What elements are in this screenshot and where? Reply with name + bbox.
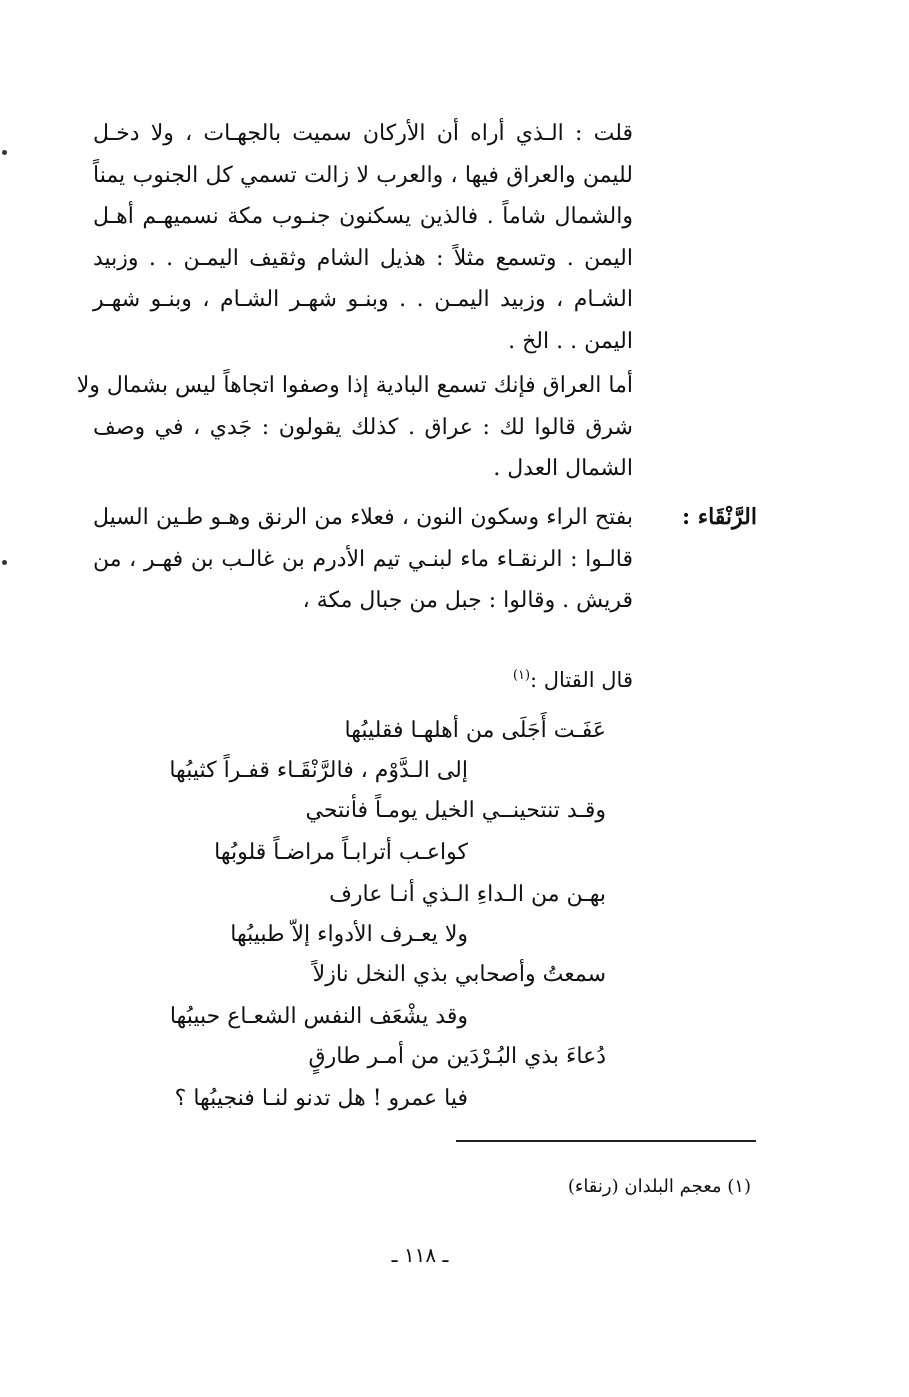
paragraph-line: قالـوا : الرنقـاء ماء لبنـي تيم الأدرم بن غالـب بن فهـر ، من: [93, 546, 633, 572]
paragraph-line: بفتح الراء وسكون النون ، فعلاء من الرنق وهـو طـين السيل: [93, 505, 633, 530]
poem-intro: [513, 656, 633, 700]
paragraph-2: [76, 365, 633, 490]
footnote: (١) معجم البلدان (رنقاء): [567, 1176, 751, 1197]
verse-line: إلى الـدَّوْم ، فالرَّنْقَـاء قفـراً كثيبُها: [169, 758, 468, 783]
verse-line: فيا عمرو ! هل تدنو لنـا فنجيبُها ؟: [174, 1086, 468, 1111]
verse-line: كواعـب أترابـاً مراضـاً قلوبُها: [214, 840, 468, 865]
verse-line: وقـد تنتحينــي الخيل يومـاً فأنتحي: [305, 798, 606, 823]
paragraph-line: أما العراق فإنك تسمع البادية إذا وصفوا اتجاهاً ليس بشمال ولا: [76, 373, 633, 398]
paragraph-line: والشمال شاماً . فالذين يسكنون جنـوب مكة نسميهـم أهـل: [93, 204, 633, 229]
footnote-marker: (١): [512, 668, 531, 683]
paragraph-line: لليمن والعراق فيها ، والعرب لا زالت تسمي كل الجنوب يمناً: [93, 162, 633, 188]
paragraph-line: الشـام ، وزبيد اليمـن . . وبنـو شهـر الشـام ، وبنـو شهـر: [93, 287, 633, 312]
scan-mark: [2, 150, 7, 155]
poem-intro-text: قال القتال :: [530, 668, 633, 692]
paragraph-1: [93, 113, 633, 362]
paragraph-line: قلت : الـذي أراه أن الأركان سميت بالجهـات ، ولا دخـل: [93, 121, 633, 146]
paragraph-line: اليمن . وتسمع مثلاً : هذيل الشام وثقيف اليمـن . . وزبيد: [93, 245, 633, 271]
verse-line: سمعتُ وأصحابي بذي النخل نازلاً: [312, 962, 606, 987]
verse-line: بهـن من الـداءِ الـذي أنـا عارف: [329, 882, 606, 907]
verse-line: دُعاءَ بذي البُـرْدَين من أمـر طارقٍ: [308, 1044, 606, 1069]
paragraph-line: قريش . وقالوا : جبل من جبال مكة ،: [302, 588, 633, 613]
verse-line: ولا يعـرف الأدواء إلاّ طبيبُها: [230, 922, 468, 947]
paragraph-line: اليمن . . الخ .: [508, 328, 633, 354]
verse-line: عَفَـت أَجَلَى من أهلهـا فقليبُها: [344, 718, 606, 743]
paragraph-line: شرق قالوا لك : عراق . كذلك يقولون : جَدي ، في وصف: [93, 414, 633, 440]
paragraph-3: [93, 497, 633, 622]
page-number: ـ ١١٨ ـ: [391, 1243, 449, 1267]
footnote-separator: [456, 1140, 756, 1142]
verse-line: وقد يشْعَف النفس الشعـاع حبيبُها: [169, 1004, 468, 1029]
paragraph-line: الشمال العدل .: [493, 456, 633, 481]
scan-mark: [2, 560, 7, 565]
entry-headword: الرَّنْقَاء :: [681, 504, 757, 530]
